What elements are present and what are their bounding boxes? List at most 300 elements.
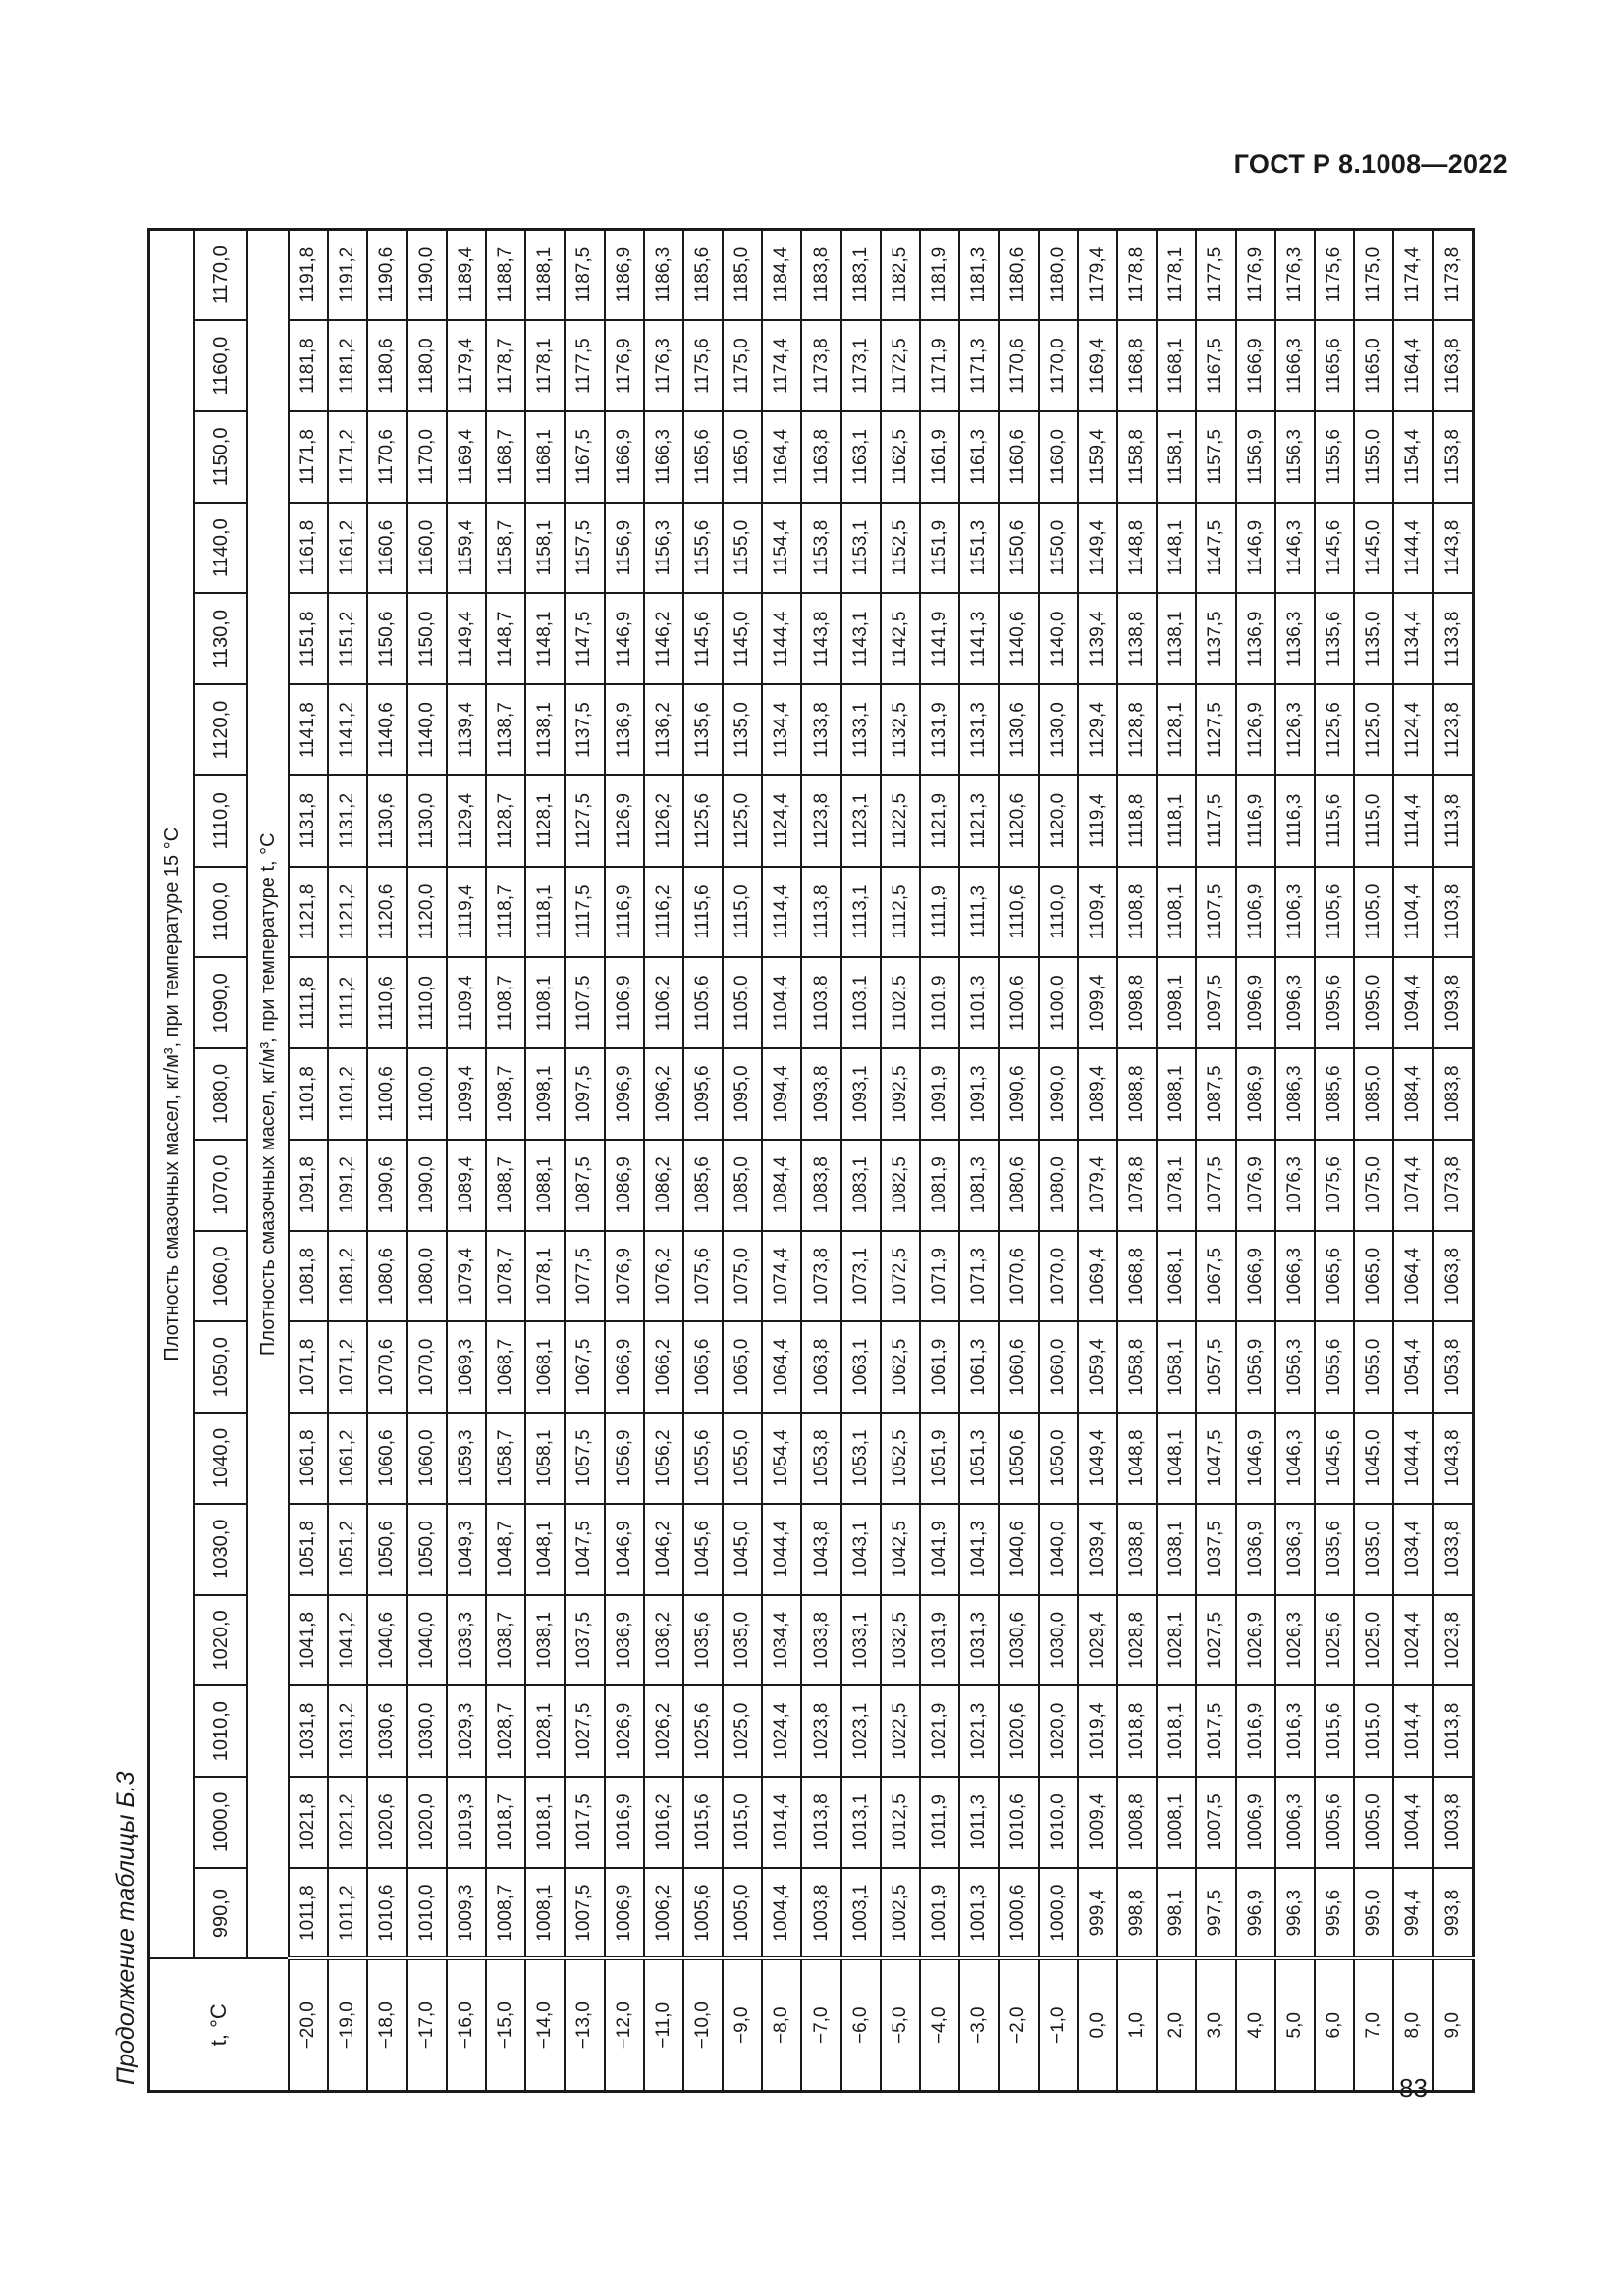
- density-cell: 1100,6: [367, 1048, 406, 1140]
- temperature-cell: −8,0: [762, 1959, 801, 2092]
- density-cell: 1032,5: [881, 1595, 920, 1686]
- header-density-at-15: Плотность смазочных масел, кг/м³, при температуре 15 °C: [149, 230, 195, 1959]
- density-cell: 1180,0: [407, 320, 447, 411]
- base-density-header: 1140,0: [194, 503, 247, 594]
- table-row: [999, 230, 1038, 2092]
- density-cell: 1108,8: [1117, 867, 1157, 958]
- density-cell: 1005,0: [723, 1868, 762, 1959]
- density-cell: 1138,1: [525, 684, 565, 775]
- density-cell: 1154,4: [1393, 411, 1433, 503]
- temperature-cell: −1,0: [1039, 1959, 1078, 2092]
- density-cell: 1156,9: [1236, 411, 1275, 503]
- density-cell: 1070,6: [367, 1321, 406, 1413]
- density-cell: 1140,6: [999, 593, 1038, 684]
- density-cell: 1090,6: [999, 1048, 1038, 1140]
- density-cell: 1184,4: [762, 230, 801, 321]
- density-cell: 1158,1: [525, 503, 565, 594]
- density-cell: 1078,8: [1117, 1140, 1157, 1231]
- density-cell: 1144,4: [762, 593, 801, 684]
- density-cell: 1054,4: [1393, 1321, 1433, 1413]
- density-cell: 1061,3: [959, 1321, 999, 1413]
- temperature-cell: −9,0: [723, 1959, 762, 2092]
- density-cell: 1126,3: [1275, 684, 1315, 775]
- density-cell: 1178,8: [1117, 230, 1157, 321]
- density-cell: 1141,8: [289, 684, 328, 775]
- density-cell: 1016,9: [605, 1777, 644, 1868]
- density-cell: 1024,4: [762, 1685, 801, 1777]
- density-cell: 1080,0: [407, 1231, 447, 1322]
- density-cell: 1180,0: [1039, 230, 1078, 321]
- density-cell: 1010,6: [367, 1868, 406, 1959]
- density-cell: 1095,0: [723, 1048, 762, 1140]
- density-cell: 1006,2: [644, 1868, 683, 1959]
- table-row: [1433, 230, 1473, 2092]
- density-cell: 1101,2: [328, 1048, 367, 1140]
- density-cell: 1163,1: [841, 411, 881, 503]
- density-cell: 1067,5: [565, 1321, 604, 1413]
- density-cell: 1016,2: [644, 1777, 683, 1868]
- density-cell: 1037,5: [565, 1595, 604, 1686]
- density-cell: 1157,5: [565, 503, 604, 594]
- density-cell: 995,6: [1315, 1868, 1354, 1959]
- density-cell: 1105,0: [723, 957, 762, 1048]
- density-cell: 1075,6: [683, 1231, 723, 1322]
- density-cell: 1176,3: [1275, 230, 1315, 321]
- density-cell: 1169,4: [447, 411, 486, 503]
- density-cell: 1139,4: [1078, 593, 1117, 684]
- density-cell: 1103,8: [1433, 867, 1473, 958]
- density-cell: 1010,0: [1039, 1777, 1078, 1868]
- density-cell: 1083,8: [801, 1140, 840, 1231]
- density-cell: 1073,8: [1433, 1140, 1473, 1231]
- density-cell: 1133,1: [841, 684, 881, 775]
- density-cell: 1155,6: [683, 503, 723, 594]
- table-row: [1039, 230, 1078, 2092]
- density-cell: 1000,6: [999, 1868, 1038, 1959]
- density-cell: 1055,6: [683, 1413, 723, 1504]
- base-density-header: 1070,0: [194, 1140, 247, 1231]
- density-cell: 1003,1: [841, 1868, 881, 1959]
- density-cell: 1130,0: [407, 775, 447, 867]
- table-row: [328, 230, 367, 2092]
- density-cell: 1056,9: [605, 1413, 644, 1504]
- density-cell: 1181,9: [920, 230, 959, 321]
- base-density-header: 1090,0: [194, 957, 247, 1048]
- density-cell: 1095,6: [683, 1048, 723, 1140]
- density-cell: 1085,6: [1315, 1048, 1354, 1140]
- density-cell: 1114,4: [762, 867, 801, 958]
- density-cell: 1066,9: [1236, 1231, 1275, 1322]
- density-cell: 1002,5: [881, 1868, 920, 1959]
- temperature-cell: −17,0: [407, 1959, 447, 2092]
- density-cell: 1063,8: [1433, 1231, 1473, 1322]
- density-cell: 1091,2: [328, 1140, 367, 1231]
- density-cell: 1138,1: [1157, 593, 1196, 684]
- density-cell: 1013,8: [1433, 1685, 1473, 1777]
- density-cell: 1061,8: [289, 1413, 328, 1504]
- density-cell: 1081,3: [959, 1140, 999, 1231]
- density-cell: 1106,3: [1275, 867, 1315, 958]
- density-cell: 1166,3: [1275, 320, 1315, 411]
- density-cell: 1068,7: [486, 1321, 525, 1413]
- density-cell: 1066,2: [644, 1321, 683, 1413]
- density-cell: 1093,8: [801, 1048, 840, 1140]
- density-cell: 1125,0: [1354, 684, 1393, 775]
- density-cell: 1089,4: [447, 1140, 486, 1231]
- density-cell: 1145,6: [1315, 503, 1354, 594]
- temperature-cell: 1,0: [1117, 1959, 1157, 2092]
- density-cell: 1186,3: [644, 230, 683, 321]
- density-cell: 1108,7: [486, 957, 525, 1048]
- density-cell: 1099,4: [447, 1048, 486, 1140]
- density-cell: 1181,8: [289, 320, 328, 411]
- density-cell: 1066,3: [1275, 1231, 1315, 1322]
- density-cell: 1046,3: [1275, 1413, 1315, 1504]
- density-cell: 1055,0: [1354, 1321, 1393, 1413]
- density-cell: 1065,6: [683, 1321, 723, 1413]
- density-cell: 1056,2: [644, 1413, 683, 1504]
- density-cell: 1020,0: [407, 1777, 447, 1868]
- density-cell: 1076,2: [644, 1231, 683, 1322]
- density-cell: 1017,5: [1196, 1685, 1235, 1777]
- density-cell: 1103,8: [801, 957, 840, 1048]
- density-cell: 1174,4: [1393, 230, 1433, 321]
- density-cell: 1175,6: [1315, 230, 1354, 321]
- density-cell: 1080,0: [1039, 1140, 1078, 1231]
- table-row: [920, 230, 959, 2092]
- density-cell: 1151,9: [920, 503, 959, 594]
- page-number: 83: [1399, 2073, 1428, 2103]
- table-row: [407, 230, 447, 2092]
- density-cell: 1109,4: [1078, 867, 1117, 958]
- density-cell: 1079,4: [447, 1231, 486, 1322]
- density-cell: 1151,2: [328, 593, 367, 684]
- density-cell: 1188,1: [525, 230, 565, 321]
- density-cell: 1123,8: [1433, 684, 1473, 775]
- density-cell: 996,3: [1275, 1868, 1315, 1959]
- density-cell: 1128,1: [525, 775, 565, 867]
- density-cell: 1030,6: [999, 1595, 1038, 1686]
- temperature-cell: −2,0: [999, 1959, 1038, 2092]
- density-cell: 1112,5: [881, 867, 920, 958]
- density-cell: 1053,8: [1433, 1321, 1473, 1413]
- density-cell: 1028,1: [525, 1685, 565, 1777]
- density-cell: 1157,5: [1196, 411, 1235, 503]
- density-cell: 1122,5: [881, 775, 920, 867]
- density-cell: 1129,4: [447, 775, 486, 867]
- document-code: ГОСТ Р 8.1008—2022: [1233, 149, 1508, 179]
- density-cell: 1153,8: [1433, 411, 1473, 503]
- density-cell: 1089,4: [1078, 1048, 1117, 1140]
- density-cell: 1177,5: [1196, 230, 1235, 321]
- density-cell: 1009,3: [447, 1868, 486, 1959]
- density-cell: 1115,6: [1315, 775, 1354, 867]
- density-cell: 1043,8: [1433, 1413, 1473, 1504]
- density-cell: 1152,5: [881, 503, 920, 594]
- density-cell: 1178,7: [486, 320, 525, 411]
- density-cell: 1003,8: [801, 1868, 840, 1959]
- density-cell: 1115,0: [1354, 775, 1393, 867]
- density-cell: 1052,5: [881, 1413, 920, 1504]
- table-caption: Продолжение таблицы Б.3: [112, 1771, 139, 2085]
- density-cell: 1131,3: [959, 684, 999, 775]
- density-cell: 1097,5: [1196, 957, 1235, 1048]
- density-cell: 1126,2: [644, 775, 683, 867]
- density-cell: 1173,1: [841, 320, 881, 411]
- density-cell: 1101,9: [920, 957, 959, 1048]
- density-cell: 1038,1: [1157, 1504, 1196, 1595]
- density-cell: 1181,3: [959, 230, 999, 321]
- density-cell: 1008,8: [1117, 1777, 1157, 1868]
- table-row: [801, 230, 840, 2092]
- base-density-header: 1050,0: [194, 1321, 247, 1413]
- density-cell: 1173,8: [1433, 230, 1473, 321]
- density-cell: 1045,0: [1354, 1413, 1393, 1504]
- density-cell: 993,8: [1433, 1868, 1473, 1959]
- density-cell: 1100,0: [1039, 957, 1078, 1048]
- base-density-header: 1020,0: [194, 1595, 247, 1686]
- density-cell: 1063,8: [801, 1321, 840, 1413]
- density-cell: 1107,5: [565, 957, 604, 1048]
- density-cell: 1045,6: [1315, 1413, 1354, 1504]
- density-cell: 1121,3: [959, 775, 999, 867]
- density-cell: 1109,4: [447, 957, 486, 1048]
- density-cell: 1028,7: [486, 1685, 525, 1777]
- density-cell: 1171,2: [328, 411, 367, 503]
- table-row: [1393, 230, 1433, 2092]
- density-cell: 1090,0: [1039, 1048, 1078, 1140]
- density-cell: 1135,6: [683, 684, 723, 775]
- density-cell: 1127,5: [1196, 684, 1235, 775]
- base-density-header: 1110,0: [194, 775, 247, 867]
- density-cell: 1179,4: [447, 320, 486, 411]
- density-cell: 1050,0: [1039, 1413, 1078, 1504]
- density-cell: 1028,8: [1117, 1595, 1157, 1686]
- density-cell: 1023,1: [841, 1685, 881, 1777]
- density-cell: 1146,9: [605, 593, 644, 684]
- density-cell: 1068,1: [1157, 1231, 1196, 1322]
- density-cell: 1118,1: [1157, 775, 1196, 867]
- density-cell: 1113,8: [801, 867, 840, 958]
- density-cell: 1131,9: [920, 684, 959, 775]
- density-cell: 1098,8: [1117, 957, 1157, 1048]
- base-density-header: 1160,0: [194, 320, 247, 411]
- density-cell: 1117,5: [565, 867, 604, 958]
- density-cell: 1138,8: [1117, 593, 1157, 684]
- table-row: [486, 230, 525, 2092]
- density-cell: 1139,4: [447, 684, 486, 775]
- density-cell: 1098,1: [1157, 957, 1196, 1048]
- density-cell: 1011,8: [289, 1868, 328, 1959]
- temperature-cell: 4,0: [1236, 1959, 1275, 2092]
- density-cell: 1100,6: [999, 957, 1038, 1048]
- density-cell: 996,9: [1236, 1868, 1275, 1959]
- density-cell: 1106,9: [605, 957, 644, 1048]
- density-cell: 1088,7: [486, 1140, 525, 1231]
- density-cell: 1150,0: [1039, 503, 1078, 594]
- density-cell: 1050,6: [367, 1504, 406, 1595]
- density-cell: 1180,6: [367, 320, 406, 411]
- density-cell: 1075,6: [1315, 1140, 1354, 1231]
- density-cell: 1180,6: [999, 230, 1038, 321]
- density-cell: 1031,3: [959, 1595, 999, 1686]
- density-cell: 1014,4: [1393, 1685, 1433, 1777]
- density-cell: 1185,6: [683, 230, 723, 321]
- density-cell: 1067,5: [1196, 1231, 1235, 1322]
- density-cell: 1083,8: [1433, 1048, 1473, 1140]
- density-cell: 1121,8: [289, 867, 328, 958]
- density-cell: 1128,1: [1157, 684, 1196, 775]
- density-cell: 1102,5: [881, 957, 920, 1048]
- density-cell: 1051,2: [328, 1504, 367, 1595]
- density-cell: 998,8: [1117, 1868, 1157, 1959]
- temperature-cell: −13,0: [565, 1959, 604, 2092]
- base-density-header: 1080,0: [194, 1048, 247, 1140]
- density-cell: 1145,0: [1354, 503, 1393, 594]
- density-cell: 1051,3: [959, 1413, 999, 1504]
- density-cell: 1128,7: [486, 775, 525, 867]
- density-cell: 1014,4: [762, 1777, 801, 1868]
- density-cell: 1175,6: [683, 320, 723, 411]
- density-cell: 1169,4: [1078, 320, 1117, 411]
- density-cell: 1108,1: [525, 957, 565, 1048]
- density-cell: 1055,0: [723, 1413, 762, 1504]
- density-cell: 1106,9: [1236, 867, 1275, 958]
- density-cell: 1006,3: [1275, 1777, 1315, 1868]
- density-cell: 1024,4: [1393, 1595, 1433, 1686]
- table-row: [1078, 230, 1117, 2092]
- density-cell: 1016,9: [1236, 1685, 1275, 1777]
- density-cell: 1110,6: [367, 957, 406, 1048]
- density-cell: 1081,2: [328, 1231, 367, 1322]
- density-cell: 1046,9: [1236, 1413, 1275, 1504]
- density-cell: 1166,9: [1236, 320, 1275, 411]
- base-density-header: 1060,0: [194, 1231, 247, 1322]
- density-cell: 1131,2: [328, 775, 367, 867]
- temperature-cell: 5,0: [1275, 1959, 1315, 2092]
- density-cell: 1085,0: [723, 1140, 762, 1231]
- density-cell: 1005,6: [683, 1868, 723, 1959]
- density-cell: 1111,2: [328, 957, 367, 1048]
- table-row: [723, 230, 762, 2092]
- density-cell: 1066,9: [605, 1321, 644, 1413]
- density-cell: 1156,3: [644, 503, 683, 594]
- density-cell: 1188,7: [486, 230, 525, 321]
- density-cell: 1070,0: [1039, 1231, 1078, 1322]
- density-cell: 1086,9: [605, 1140, 644, 1231]
- density-cell: 1113,1: [841, 867, 881, 958]
- table-row: [683, 230, 723, 2092]
- density-cell: 1090,0: [407, 1140, 447, 1231]
- density-cell: 1168,7: [486, 411, 525, 503]
- density-cell: 1155,0: [723, 503, 762, 594]
- density-cell: 1105,6: [683, 957, 723, 1048]
- density-cell: 1117,5: [1196, 775, 1235, 867]
- table-row: [525, 230, 565, 2092]
- density-cell: 1068,1: [525, 1321, 565, 1413]
- density-cell: 1064,4: [762, 1321, 801, 1413]
- density-cell: 1005,0: [1354, 1777, 1393, 1868]
- density-cell: 1144,4: [1393, 503, 1433, 594]
- density-cell: 1166,3: [644, 411, 683, 503]
- density-cell: 1153,8: [801, 503, 840, 594]
- density-cell: 1148,1: [525, 593, 565, 684]
- density-cell: 1022,5: [881, 1685, 920, 1777]
- density-cell: 1040,6: [367, 1595, 406, 1686]
- density-cell: 1167,5: [565, 411, 604, 503]
- density-cell: 1063,1: [841, 1321, 881, 1413]
- density-cell: 1158,8: [1117, 411, 1157, 503]
- density-cell: 1059,4: [1078, 1321, 1117, 1413]
- density-cell: 1010,6: [999, 1777, 1038, 1868]
- density-cell: 1043,1: [841, 1504, 881, 1595]
- density-cell: 1036,3: [1275, 1504, 1315, 1595]
- density-cell: 1134,4: [762, 684, 801, 775]
- density-cell: 1108,1: [1157, 867, 1196, 958]
- density-cell: 1135,0: [723, 684, 762, 775]
- density-cell: 1143,8: [801, 593, 840, 684]
- density-cell: 1178,1: [1157, 230, 1196, 321]
- density-cell: 1007,5: [565, 1868, 604, 1959]
- density-cell: 1170,0: [407, 411, 447, 503]
- density-cell: 1057,5: [565, 1413, 604, 1504]
- density-cell: 1147,5: [565, 593, 604, 684]
- density-cell: 1096,9: [605, 1048, 644, 1140]
- density-cell: 1060,6: [367, 1413, 406, 1504]
- density-cell: 994,4: [1393, 1868, 1433, 1959]
- density-cell: 1143,1: [841, 593, 881, 684]
- density-cell: 1087,5: [565, 1140, 604, 1231]
- density-cell: 1134,4: [1393, 593, 1433, 684]
- density-cell: 1011,3: [959, 1777, 999, 1868]
- density-cell: 1071,2: [328, 1321, 367, 1413]
- density-cell: 1176,9: [605, 320, 644, 411]
- density-cell: 1081,8: [289, 1231, 328, 1322]
- density-cell: 1076,9: [605, 1231, 644, 1322]
- density-cell: 1025,6: [1315, 1595, 1354, 1686]
- density-cell: 1156,9: [605, 503, 644, 594]
- density-cell: 1135,6: [1315, 593, 1354, 684]
- density-cell: 1026,3: [1275, 1595, 1315, 1686]
- density-cell: 1008,1: [525, 1868, 565, 1959]
- density-cell: 1146,9: [1236, 503, 1275, 594]
- density-cell: 1074,4: [762, 1231, 801, 1322]
- density-cell: 1060,6: [999, 1321, 1038, 1413]
- density-cell: 1083,1: [841, 1140, 881, 1231]
- density-cell: 1048,1: [525, 1504, 565, 1595]
- temperature-cell: −10,0: [683, 1959, 723, 2092]
- density-cell: 1077,5: [565, 1231, 604, 1322]
- density-cell: 1120,6: [367, 867, 406, 958]
- density-cell: 1123,8: [801, 775, 840, 867]
- base-density-header: 1170,0: [194, 230, 247, 321]
- density-cell: 1124,4: [762, 775, 801, 867]
- density-cell: 1020,6: [999, 1685, 1038, 1777]
- density-cell: 1050,0: [407, 1504, 447, 1595]
- density-cell: 1125,6: [1315, 684, 1354, 775]
- density-cell: 1047,5: [565, 1504, 604, 1595]
- density-cell: 1054,4: [762, 1413, 801, 1504]
- density-cell: 1068,8: [1117, 1231, 1157, 1322]
- density-cell: 1096,3: [1275, 957, 1315, 1048]
- table-row: [565, 230, 604, 2092]
- density-cell: 1150,6: [367, 593, 406, 684]
- density-cell: 1033,1: [841, 1595, 881, 1686]
- density-cell: 1045,6: [683, 1504, 723, 1595]
- density-cell: 1072,5: [881, 1231, 920, 1322]
- density-cell: 1005,6: [1315, 1777, 1354, 1868]
- density-cell: 1115,6: [683, 867, 723, 958]
